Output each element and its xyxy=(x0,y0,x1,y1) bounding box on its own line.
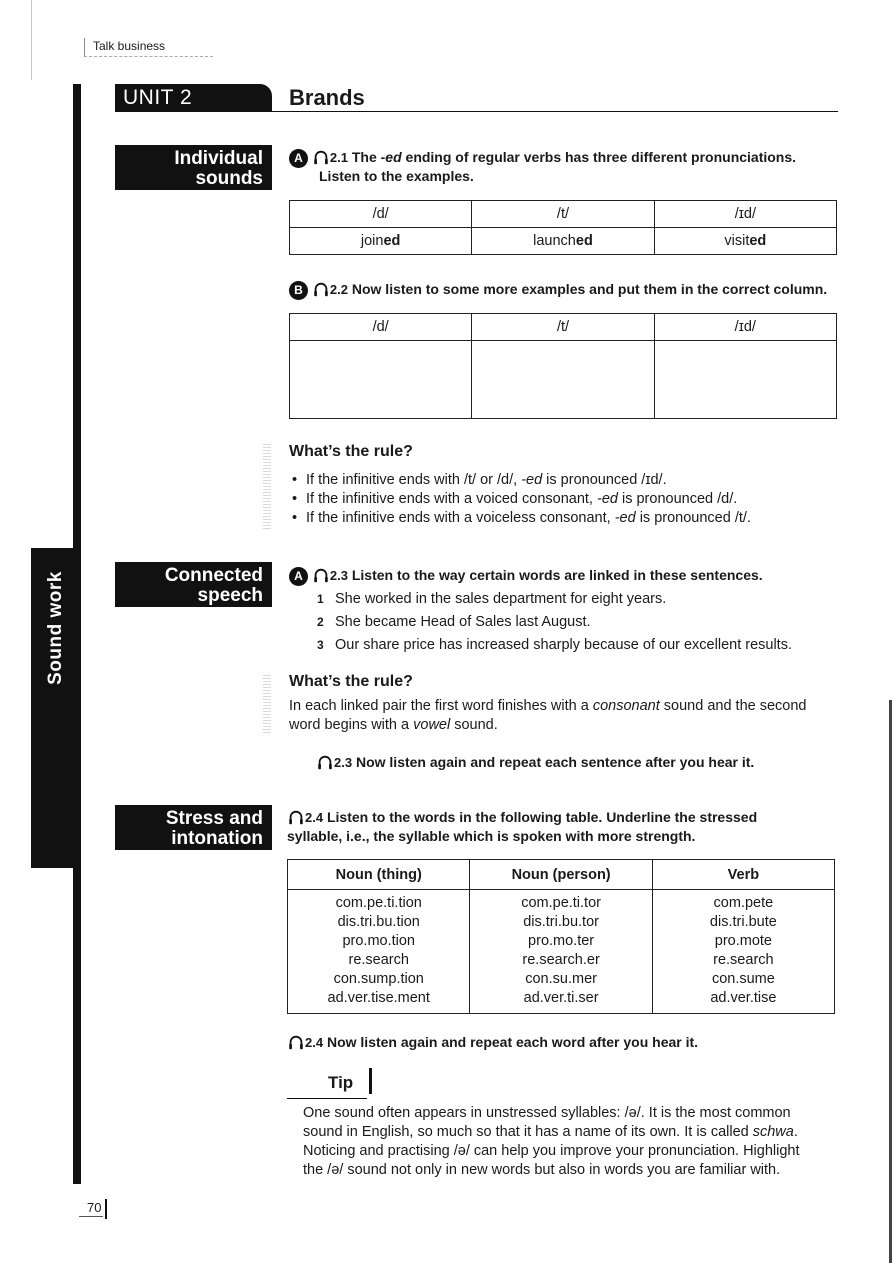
unit-badge: UNIT 2 xyxy=(115,84,272,111)
rule-text: sound. xyxy=(450,717,498,733)
exercise-letter-badge: A xyxy=(289,567,308,586)
word-item: ad.ver.tise.ment xyxy=(327,990,430,1006)
instruction-text: Listen to the words in the following table. Underline the stressed xyxy=(326,809,758,825)
table-cell xyxy=(288,890,470,1014)
track-number: 2.3 xyxy=(334,755,353,770)
page-number-bar xyxy=(105,1199,107,1219)
headphones-icon xyxy=(312,149,330,167)
rule-em: -ed xyxy=(596,491,618,507)
tip-bar xyxy=(369,1068,372,1094)
instruction-text: Now listen again and repeat each sentence after you hear it. xyxy=(355,754,755,770)
section-label-line: Stress and xyxy=(165,808,263,829)
rule-text: If the infinitive ends with /t/ or /d/, xyxy=(306,472,522,488)
word-ending: ed xyxy=(749,233,767,249)
word-item: dis.tri.bute xyxy=(709,914,777,930)
rule-title: What’s the rule? xyxy=(289,443,413,460)
exercise-a-instruction-line2: Listen to the examples. xyxy=(319,168,474,184)
tip-text: sound in English, so much so that it has a name of its own. It is called xyxy=(303,1124,753,1140)
sentence-text: She worked in the sales department for eight years. xyxy=(335,591,667,607)
sentence-item xyxy=(317,611,792,634)
word-item: con.sume xyxy=(711,971,775,987)
rule-text: is pronounced /ɪd/. xyxy=(542,472,667,488)
table-cell xyxy=(654,228,836,255)
table-cell xyxy=(652,890,834,1014)
stress-instruction-line2: syllable, i.e., the syllable which is spoken with more strength. xyxy=(287,828,696,844)
sound-work-label xyxy=(31,548,81,708)
word-ending: ed xyxy=(383,233,401,249)
sentence-item xyxy=(317,634,792,657)
track-number: 2.1 xyxy=(329,150,348,165)
headphones-icon xyxy=(312,567,330,585)
table-cell xyxy=(472,228,654,255)
table-header: Verb xyxy=(652,860,834,890)
word-item: con.su.mer xyxy=(525,971,597,987)
table-header: /ɪd/ xyxy=(654,314,836,341)
word-item: com.pe.ti.tor xyxy=(521,895,601,911)
rule-em: -ed xyxy=(614,510,636,526)
page-edge-shadow xyxy=(889,700,892,1263)
headphones-icon xyxy=(312,281,330,299)
rule-item xyxy=(289,471,751,490)
headphones-icon xyxy=(287,809,305,827)
word-item: ad.ver.ti.ser xyxy=(523,990,599,1006)
word-item: re.search xyxy=(713,952,774,968)
running-head: Talk business xyxy=(84,38,213,57)
headphones-icon xyxy=(287,1034,305,1052)
exercise-b-table xyxy=(289,313,837,419)
track-number: 2.3 xyxy=(329,568,348,583)
table-header: /t/ xyxy=(472,314,654,341)
exercise-a-instruction xyxy=(289,148,796,168)
rule-text: is pronounced /d/. xyxy=(617,491,738,507)
stress-table xyxy=(287,859,835,1014)
rule-text: is pronounced /t/. xyxy=(635,510,751,526)
tip-line xyxy=(303,1123,798,1142)
section-label-line: speech xyxy=(197,585,263,606)
track-number: 2.4 xyxy=(305,810,324,825)
section-label-line: sounds xyxy=(195,168,263,189)
tip-title: Tip xyxy=(328,1073,354,1092)
rule-text: sound and the second xyxy=(659,698,807,714)
table-header: Noun (person) xyxy=(470,860,652,890)
table-header: /t/ xyxy=(472,201,654,228)
word-item: pro.mo.tion xyxy=(342,933,415,949)
rule-title: What’s the rule? xyxy=(289,673,413,690)
rule-text: If the infinitive ends with a voiced consonant, xyxy=(306,491,597,507)
headphones-icon xyxy=(316,754,334,772)
sentence-item xyxy=(317,588,792,611)
section-label-stress-intonation xyxy=(115,805,272,850)
rule-item xyxy=(289,509,751,528)
word-ending: ed xyxy=(575,233,593,249)
rule-body-line xyxy=(289,716,498,735)
word-item: dis.tri.bu.tor xyxy=(523,914,599,930)
track-number: 2.4 xyxy=(305,1035,324,1050)
answer-cell[interactable] xyxy=(290,341,472,419)
rule-list xyxy=(289,471,751,528)
exercise-letter-badge: A xyxy=(289,149,308,168)
word-item: re.search.er xyxy=(522,952,600,968)
exercise-letter-badge: B xyxy=(289,281,308,300)
table-header: /d/ xyxy=(290,201,472,228)
stress-instruction xyxy=(287,808,757,827)
instruction-text: The xyxy=(351,149,381,165)
instruction-text: Now listen to some more examples and put them in the correct column. xyxy=(351,281,828,297)
word-item: pro.mote xyxy=(714,933,772,949)
tip-line: Noticing and practising /ə/ can help you improve your pronunciation. Highlight xyxy=(303,1143,800,1159)
sentence-list xyxy=(317,588,792,657)
stress-repeat-instruction xyxy=(287,1033,698,1052)
word-item: con.sump.tion xyxy=(333,971,424,987)
table-cell xyxy=(470,890,652,1014)
sentence-number: 2 xyxy=(317,615,324,629)
rule-box-marker xyxy=(263,444,271,529)
rule-box-marker xyxy=(263,673,271,733)
rule-em: consonant xyxy=(592,698,660,714)
sentence-number: 3 xyxy=(317,638,324,652)
connected-instruction xyxy=(289,566,763,586)
section-label-line: Individual xyxy=(174,148,263,169)
word-item: pro.mo.ter xyxy=(528,933,595,949)
table-header: Noun (thing) xyxy=(288,860,470,890)
word-item: com.pete xyxy=(713,895,774,911)
tip-text: . xyxy=(793,1124,798,1140)
word-stem: launch xyxy=(533,233,576,249)
unit-title: Brands xyxy=(289,85,365,110)
rule-text: If the infinitive ends with a voiceless consonant, xyxy=(306,510,615,526)
instruction-text: Listen to the way certain words are linked in these sentences. xyxy=(351,567,763,583)
unit-title-rule xyxy=(115,111,838,112)
tip-em: schwa xyxy=(752,1124,794,1140)
instruction-text: ending of regular verbs has three different pronunciations. xyxy=(401,149,797,165)
rule-body-line xyxy=(289,697,807,716)
rule-text: word begins with a xyxy=(289,717,414,733)
section-label-line: Connected xyxy=(164,565,263,586)
rule-em: -ed xyxy=(521,472,543,488)
table-header: /ɪd/ xyxy=(654,201,836,228)
sentence-number: 1 xyxy=(317,592,324,606)
sound-work-text: Sound work xyxy=(45,571,66,685)
table-cell xyxy=(290,228,472,255)
page-number: 70 xyxy=(79,1200,103,1217)
sentence-text: She became Head of Sales last August. xyxy=(335,614,591,630)
word-item: com.pe.ti.tion xyxy=(335,895,422,911)
sentence-text: Our share price has increased sharply because of our excellent results. xyxy=(335,637,792,653)
word-stem: visit xyxy=(724,233,750,249)
table-header: /d/ xyxy=(290,314,472,341)
instruction-em: -ed xyxy=(380,149,402,165)
instruction-text: Now listen again and repeat each word after you hear it. xyxy=(326,1034,699,1050)
word-stem: join xyxy=(360,233,384,249)
exercise-a-table xyxy=(289,200,837,255)
section-label-connected-speech xyxy=(115,562,272,607)
tip-line: One sound often appears in unstressed syllables: /ə/. It is the most common xyxy=(303,1105,791,1121)
word-item: dis.tri.bu.tion xyxy=(337,914,420,930)
section-label-individual-sounds xyxy=(115,145,272,190)
answer-cell[interactable] xyxy=(654,341,836,419)
connected-repeat-instruction xyxy=(316,753,754,772)
word-item: ad.ver.tise xyxy=(710,990,777,1006)
section-label-line: intonation xyxy=(171,828,263,849)
answer-cell[interactable] xyxy=(472,341,654,419)
word-item: re.search xyxy=(348,952,409,968)
tip-rule xyxy=(287,1098,367,1099)
rule-em: vowel xyxy=(413,717,451,733)
rule-text: In each linked pair the first word finishes with a xyxy=(289,698,593,714)
rule-item xyxy=(289,490,751,509)
binding-line xyxy=(31,0,32,80)
track-number: 2.2 xyxy=(329,282,348,297)
tip-line: the /ə/ sound not only in new words but also in words you are familiar with. xyxy=(303,1162,781,1178)
exercise-b-instruction xyxy=(289,280,827,300)
